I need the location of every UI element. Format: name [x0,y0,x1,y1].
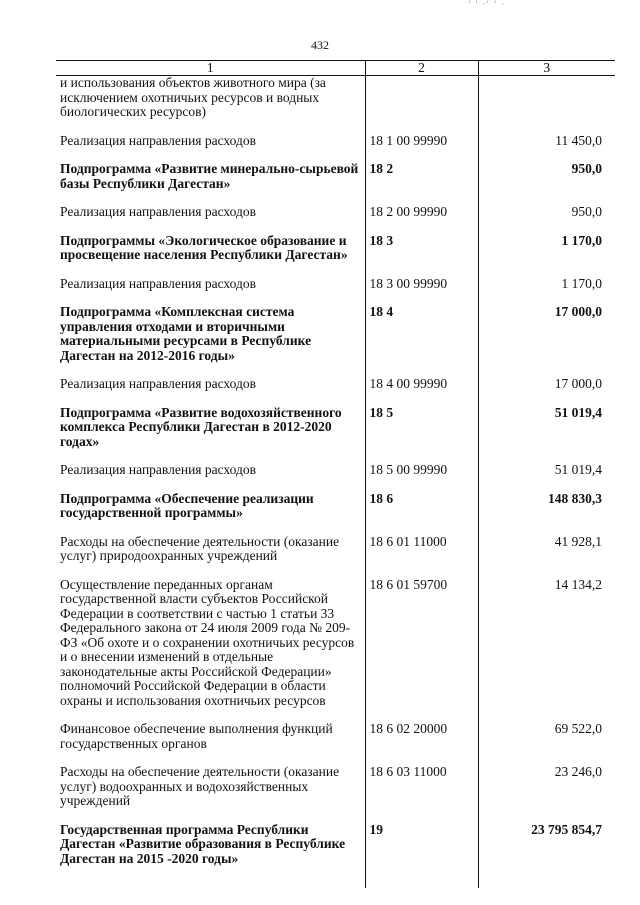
table-row [56,823,615,889]
row-name-cell: Подпрограмма «Развитие минерально-сырьевой базы Республики Дагестан» [60,161,359,191]
table-row [56,463,615,492]
column-header-name: 1 [56,61,365,76]
row-amount-cell: 51 019,4 [478,463,615,492]
table-row [56,765,615,823]
row-code-cell: 18 6 01 59700 [365,578,478,723]
row-code-cell: 18 4 00 99990 [365,377,478,406]
row-amount-cell: 11 450,0 [478,134,615,163]
table-row [56,406,615,464]
row-name-cell: Расходы на обеспечение деятельности (оказание услуг) водоохранных и водохозяйственных учреждений [60,764,340,808]
table-row [56,722,615,765]
row-code-cell: 18 4 [365,305,478,377]
row-name-cell: Подпрограмма «Комплексная система управления отходами и вторичными материальными ресурсами в Республике Дагестан на 2012-2016 годы» [60,304,312,363]
table-row [56,377,615,406]
table-body [56,76,615,889]
row-amount-cell: 41 928,1 [478,535,615,578]
row-code-cell: 18 6 02 20000 [365,722,478,765]
table-row [56,578,615,723]
row-name-cell: Реализация направления расходов [60,132,257,148]
row-code-cell: 18 6 [365,492,478,535]
table-row [56,76,615,134]
row-amount-cell: 51 019,4 [478,406,615,464]
table-row [56,234,615,277]
row-name-cell: Государственная программа Республики Дагестан «Развитие образования в Республике Дагестан на 2015 -2020 годы» [60,821,346,866]
row-code-cell: 18 1 00 99990 [365,134,478,163]
row-code-cell: 18 6 01 11000 [365,535,478,578]
table-row [56,205,615,234]
row-amount-cell: 14 134,2 [478,578,615,723]
row-code-cell: 18 3 00 99990 [365,277,478,306]
row-name-cell: Реализация направления расходов [60,462,257,477]
row-name-cell: Подпрограмма «Развитие водохозяйственного комплекса Республики Дагестан в 2012-2020 годах» [60,404,342,449]
row-code-cell: 18 6 03 11000 [365,765,478,823]
row-amount-cell [478,76,615,134]
row-amount-cell: 950,0 [478,205,615,234]
table-row [56,305,615,377]
table-row [56,162,615,205]
row-amount-cell: 69 522,0 [478,722,615,765]
row-name-cell: Осуществление переданных органам государственной власти субъектов Российской Федерации в соответствии с частью 1 статьи 33 Федерального закона от 24 июля 2009 года № 209-ФЗ «Об охоте и о сохранении охотничьих ресурсов и о внесении изменений в отдельные законодательные акты Российской Федерации» полномочий Российской Федерации в области охраны и использования охотничьих ресурсов [60,576,355,708]
row-amount-cell: 950,0 [478,162,615,205]
table-row [56,277,615,306]
row-code-cell: 18 2 [365,162,478,205]
row-amount-cell: 148 830,3 [478,492,615,535]
table-row [56,535,615,578]
table-row [56,492,615,535]
row-name-cell: Расходы на обеспечение деятельности (оказание услуг) природоохранных учреждений [60,533,340,563]
page-number: 432 [311,38,329,52]
table-row [56,134,615,163]
row-code-cell: 18 2 00 99990 [365,205,478,234]
row-amount-cell: 17 000,0 [478,377,615,406]
budget-table [56,60,615,888]
table-header-row [56,61,615,76]
row-amount-cell: 1 170,0 [478,234,615,277]
row-name-cell: Подпрограммы «Экологическое образование и просвещение населения Республики Дагестан» [60,232,348,262]
row-code-cell: 18 5 00 99990 [365,463,478,492]
row-code-cell [365,76,478,134]
scan-mark: ' ' ·' ' · [468,0,506,10]
column-header-code: 2 [365,61,478,76]
row-code-cell: 19 [365,823,478,889]
row-name-cell: Реализация направления расходов [60,275,257,291]
column-header-amount: 3 [478,61,615,76]
row-name-cell: Реализация направления расходов [60,376,257,391]
row-amount-cell: 17 000,0 [478,305,615,377]
row-name-cell: Подпрограмма «Обеспечение реализации государственной программы» [60,490,314,520]
row-amount-cell: 1 170,0 [478,277,615,306]
row-amount-cell: 23 246,0 [478,765,615,823]
row-name-cell: Реализация направления расходов [60,204,257,219]
row-name-cell: Финансовое обеспечение выполнения функций государственных органов [60,721,333,751]
row-name-cell: и использования объектов животного мира (за исключением охотничьих ресурсов и водных биологических ресурсов) [60,75,326,119]
row-amount-cell: 23 795 854,7 [478,823,615,889]
row-code-cell: 18 3 [365,234,478,277]
row-code-cell: 18 5 [365,406,478,464]
